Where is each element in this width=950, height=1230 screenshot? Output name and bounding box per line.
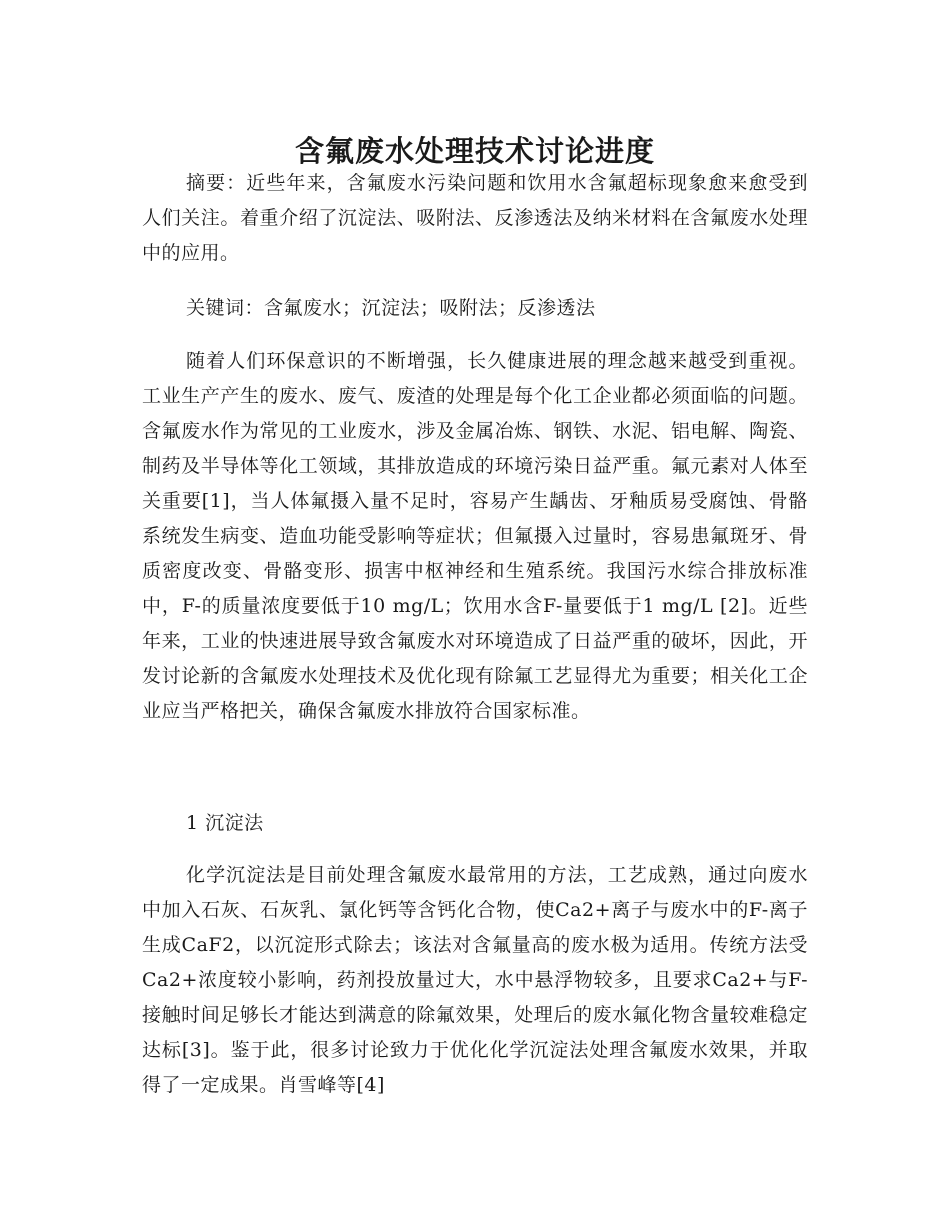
section-heading-precipitation: 1 沉淀法 <box>186 812 264 834</box>
document-title: 含氟废水处理技术讨论进度 <box>294 134 655 169</box>
abstract-paragraph: 摘要：近些年来，含氟废水污染问题和饮用水含氟超标现象愈来愈受到人们关注。着重介绍了沉淀法、吸附法、反渗透法及纳米材料在含氟废水处理中的应用。 <box>142 172 808 264</box>
keywords-paragraph: 关键词：含氟废水；沉淀法；吸附法；反渗透法 <box>186 297 596 319</box>
intro-paragraph: 随着人们环保意识的不断增强，长久健康进展的理念越来越受到重视。工业生产产生的废水、废气、废渣的处理是每个化工企业都必须面临的问题。含氟废水作为常见的工业废水，涉及金属冶炼、钢铁、水泥、铝电解、陶瓷、制药及半导体等化工领域，其排放造成的环境污染日益严重。氟元素对人体至关重要[1]，当人体氟摄入量不足时，容易产生龋齿、牙釉质易受腐蚀、骨骼系统发生病变、造血功能受影响等症状；但氟摄入过量时，容易患氟斑牙、骨质密度改变、骨骼变形、损害中枢神经和生殖系统。我国污水综合排放标准中，F-的质量浓度要低于10 mg/L；饮用水含F-量要低于1 mg/L [2]。近些年来，工业的快速进展导致含氟废水对环境造成了日益严重的破坏，因此，开发讨论新的含氟废水处理技术及优化现有除氟工艺显得尤为重要；相关化工企业应当严格把关，确保含氟废水排放符合国家标准。 <box>142 350 808 722</box>
precipitation-paragraph: 化学沉淀法是目前处理含氟废水最常用的方法，工艺成熟，通过向废水中加入石灰、石灰乳、氯化钙等含钙化合物，使Ca2+离子与废水中的F-离子生成CaF2，以沉淀形式除去；该法对含氟量高的废水极为适用。传统方法受Ca2+浓度较小影响，药剂投放量过大，水中悬浮物较多，且要求Ca2+与F-接触时间足够长才能达到满意的除氟效果，处理后的废水氟化物含量较难稳定达标[3]。鉴于此，很多讨论致力于优化化学沉淀法处理含氟废水效果，并取得了一定成果。肖雪峰等[4] <box>142 864 808 1096</box>
